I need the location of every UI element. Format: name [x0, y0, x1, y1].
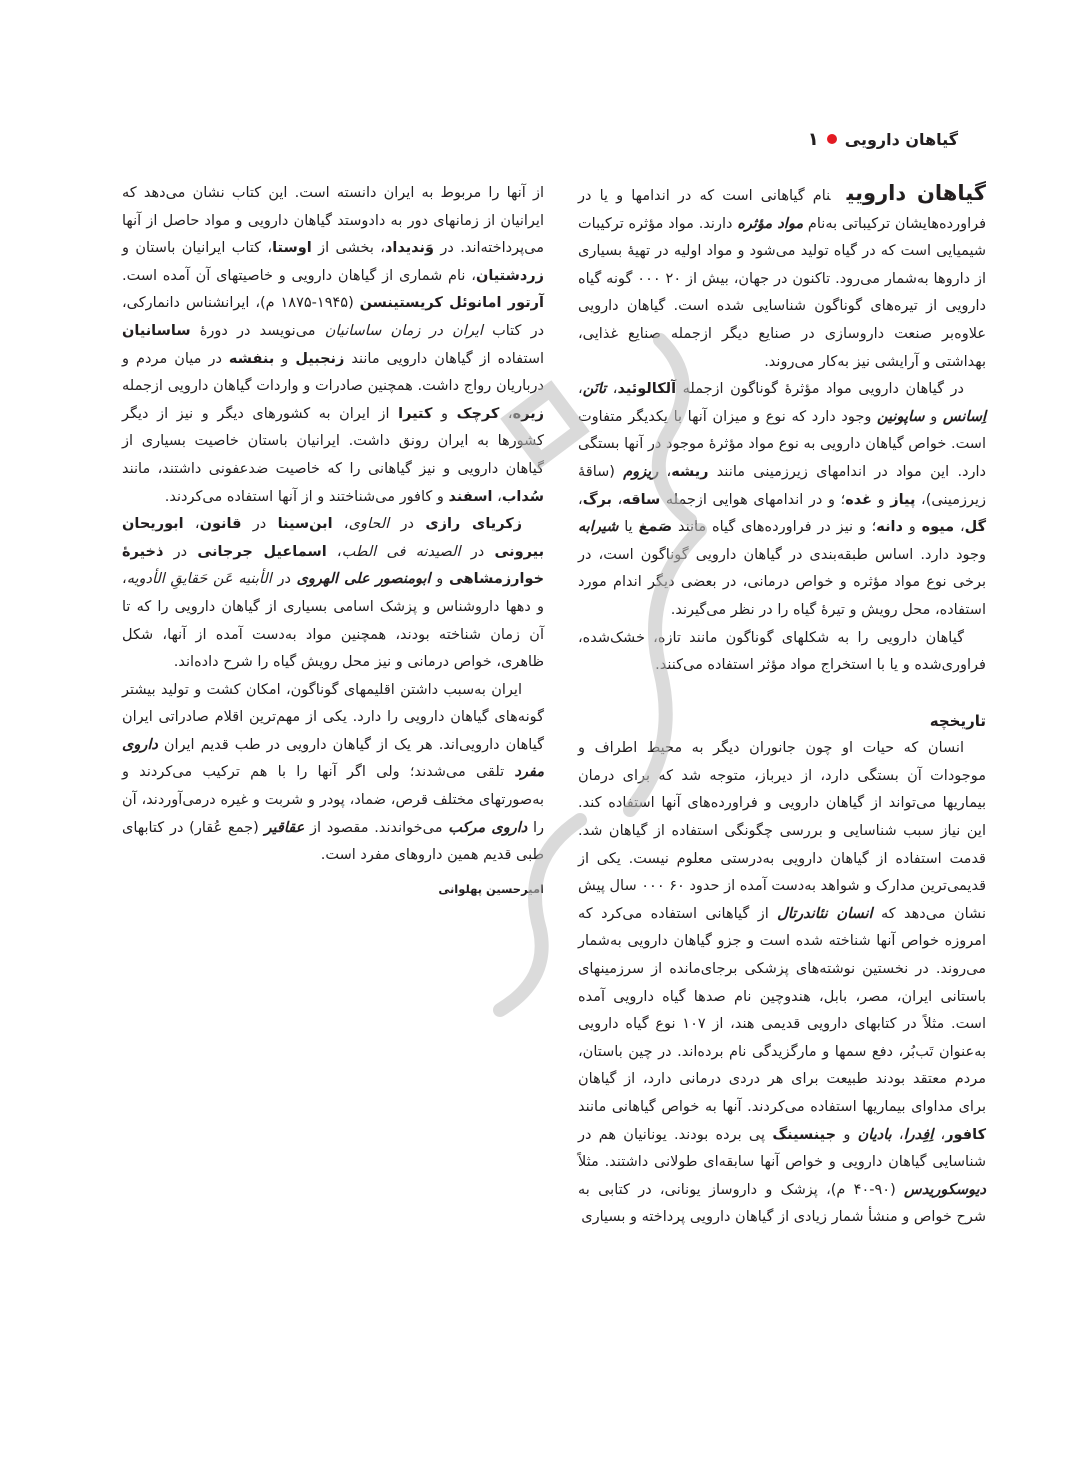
paragraph-iran-production: ایران به‌سبب داشتن اقلیمهای گوناگون، امکان کشت و تولید بیشتر گونه‌های گیاهان دارویی را دارد. یکی از مهم‌ترین اقلام صادراتی ایران گیاهان دارویی‌اند. هر یک از گیاهان دارویی در طب قدیم ایران داروی مفرد تلقی می‌شدند؛ ولی اگر آنها را با هم ترکیب می‌کردند و به‌صورتهای مختلف قرص، ضماد، پودر و شربت و غیره درمی‌آوردند، آن را داروی مرکب می‌خواندند. مقصود از عقاقیر (جمع عُقار) در کتابهای طبی قدیم همین داروهای مفرد است. [122, 681, 545, 864]
right-column [578, 180, 986, 1232]
author-signature: امیرحسین پهلوانی [438, 881, 544, 896]
paragraph-iran-history: از آنها را مربوط به ایران دانسته است. این کتاب نشان می‌دهد که ایرانیان از زمانهای دور به دادوستد گیاهان دارویی و مواد حاصل از آنها می‌پرداخته‌اند. در وَندیداد، بخشی از اوستا، کتاب ایرانیان باستان و زردشتیان، نام شماری از گیاهان دارویی و خاصیتهای آن آمده است. آرتور امانوئل کریستینسن (۱۹۴۵-۱۸۷۵ م)، ایرانشناس دانمارکی، در کتاب ایران در زمان ساسانیان می‌نویسد در دورهٔ ساسانیان استفاده از گیاهان دارویی مانند زنجبیل و بنفشه در میان مردم و درباریان رواج داشت. همچنین صادرات و واردات گیاهان دارویی ازجمله زیره، کرچک و کتیرا از ایران به کشورهای دیگر و نیز از دیگر کشورها به ایران رونق داشت. ایرانیان باستان خاصیت بسیاری از گیاهان دارویی و نیز گیاهانی را که خاصیت ضدعفونی داشتند، مانند سُداب، اسفند و کافور می‌شناختند و از آنها استفاده می‌کردند. [122, 185, 545, 505]
paragraph-islamic-scholars: زکریای رازی در الحاوی، ابن‌سینا در قانون، ابوریحان بیرونی در الصیدنه فی الطب، اسماعیل جرجانی در ذخیرهٔ خوارزمشاهی و ابومنصور علی الهروی در الأبنیه عَن حَقایقِ الأدویه، و دهها داروشناس و پزشک اسامی بسیاری از گیاهان دارویی را که تا آن زمان شناخته بودند، همچنین مواد به‌دست آمده از آنها، شکل ظاهری، خواص درمانی و نیز محل رویش گیاه را شرح داده‌اند. [122, 516, 545, 671]
page-header [808, 126, 958, 152]
left-column [122, 180, 544, 903]
paragraph-history: انسان که حیات او چون جانوران دیگر به محیط اطراف و موجودات آن بستگی دارد، از دیرباز، متوجه شد که برای درمان بیماریها می‌تواند از گیاهان دارویی و فراورده‌های آنها استفاده کند. این نیاز سبب شناسایی و بررسی چگونگی استفاده از گیاهان شد. قدمت استفاده از گیاهان دارویی به‌درستی معلوم نیست. یکی از قدیمی‌ترین مدارک و شواهد به‌دست آمده از حدود ۶۰ ۰۰۰ سال پیش نشان می‌دهد که انسان نئاندرتال از گیاهانی استفاده می‌کرد که امروزه خواص آنها شناخته شده است و جزو گیاهان دارویی به‌شمار می‌روند. در نخستین نوشته‌های پزشکی برجای‌مانده از سرزمینهای باستانی ایران، مصر، بابل، هندوچین نام صدها گیاه دارویی آمده است. مثلاً در کتابهای دارویی قدیمی هند، از ۱۰۷ نوع گیاه دارویی به‌عنوان تَب‌بُر، دفع سمها و مارگزیدگی نام برده‌اند. در چین باستان، مردم معتقد بودند طبیعت برای هر دردی درمانی دارد، از گیاهان برای مداوای بیماریها استفاده می‌کردند. آنها به خواص گیاهانی مانند کافور، اِفِدرا، بادیان و جینسینگ پی برده بودند. یونانیان هم در شناسایی گیاهان دارویی و خواص آنها سابقه‌ای طولانی داشتند. مثلاً دیوسکوریدس (۹۰-۴۰ م)، پزشک و داروساز یونانی، در کتابی به شرح خواص و منشأ شمار زیادی از گیاهان دارویی پرداخته و بسیاری [578, 740, 987, 1226]
paragraph-usage-forms: گیاهان دارویی را به شکلهای گوناگون مانند تازه، خشک‌شده، فراوری‌شده و یا با استخراج مواد مؤثر استفاده می‌کنند. [578, 629, 986, 674]
article-title: گیاهان دارویی [846, 181, 986, 205]
paragraph-active-ingredients: در گیاهان دارویی مواد مؤثرهٔ گوناگون ازجمله آلکالوئید، تانَن، اِسانس و ساپونین وجود دارد که نوع و میزان آنها با یکدیگر متفاوت است. خواص گیاهان دارویی به نوع مواد مؤثرهٔ موجود در آنها بستگی دارد. این مواد در اندامهای زیرزمینی مانند ریشه، ریزوم (ساقهٔ زیرزمینی)، پیاز و غده؛ و در اندامهای هوایی ازجمله ساقه، برگ، گل، میوه و دانه؛ و نیز در فراورده‌های گیاه مانند صَمغ یا شیرابه وجود دارد. اساس طبقه‌بندی در گیاهان دارویی گوناگون است، در برخی نوع مواد مؤثره و خواص درمانی، در بعضی دیگر اندام مورد استفاده، محل رویش و تیرهٔ گیاه را در نظر می‌گیرند. [578, 381, 987, 618]
section-heading-history: تاریخچه [929, 711, 986, 730]
running-title: گیاهان دارویی [844, 129, 958, 149]
bullet-dot-icon [827, 134, 837, 144]
intro-paragraph: گیاهان دارویینام گیاهانی است که در اندامها و یا در فراورده‌هایشان ترکیباتی به‌نام مواد مؤثره دارند. مواد مؤثره ترکیبات شیمیایی است که در گیاه تولید می‌شود و مواد اولیه در تهیهٔ بسیاری از داروها به‌شمار می‌رود. تاکنون در جهان، بیش از ۲۰ ۰۰۰ گونه گیاه دارویی از تیره‌های گوناگون شناسایی شده است. گیاهان دارویی علاوه‌بر صنعت داروسازی در صنایع دیگر ازجمله صنایع غذایی، بهداشتی و آرایشی نیز به‌کار می‌روند. [578, 181, 987, 370]
page-number: ۱ [807, 128, 819, 150]
